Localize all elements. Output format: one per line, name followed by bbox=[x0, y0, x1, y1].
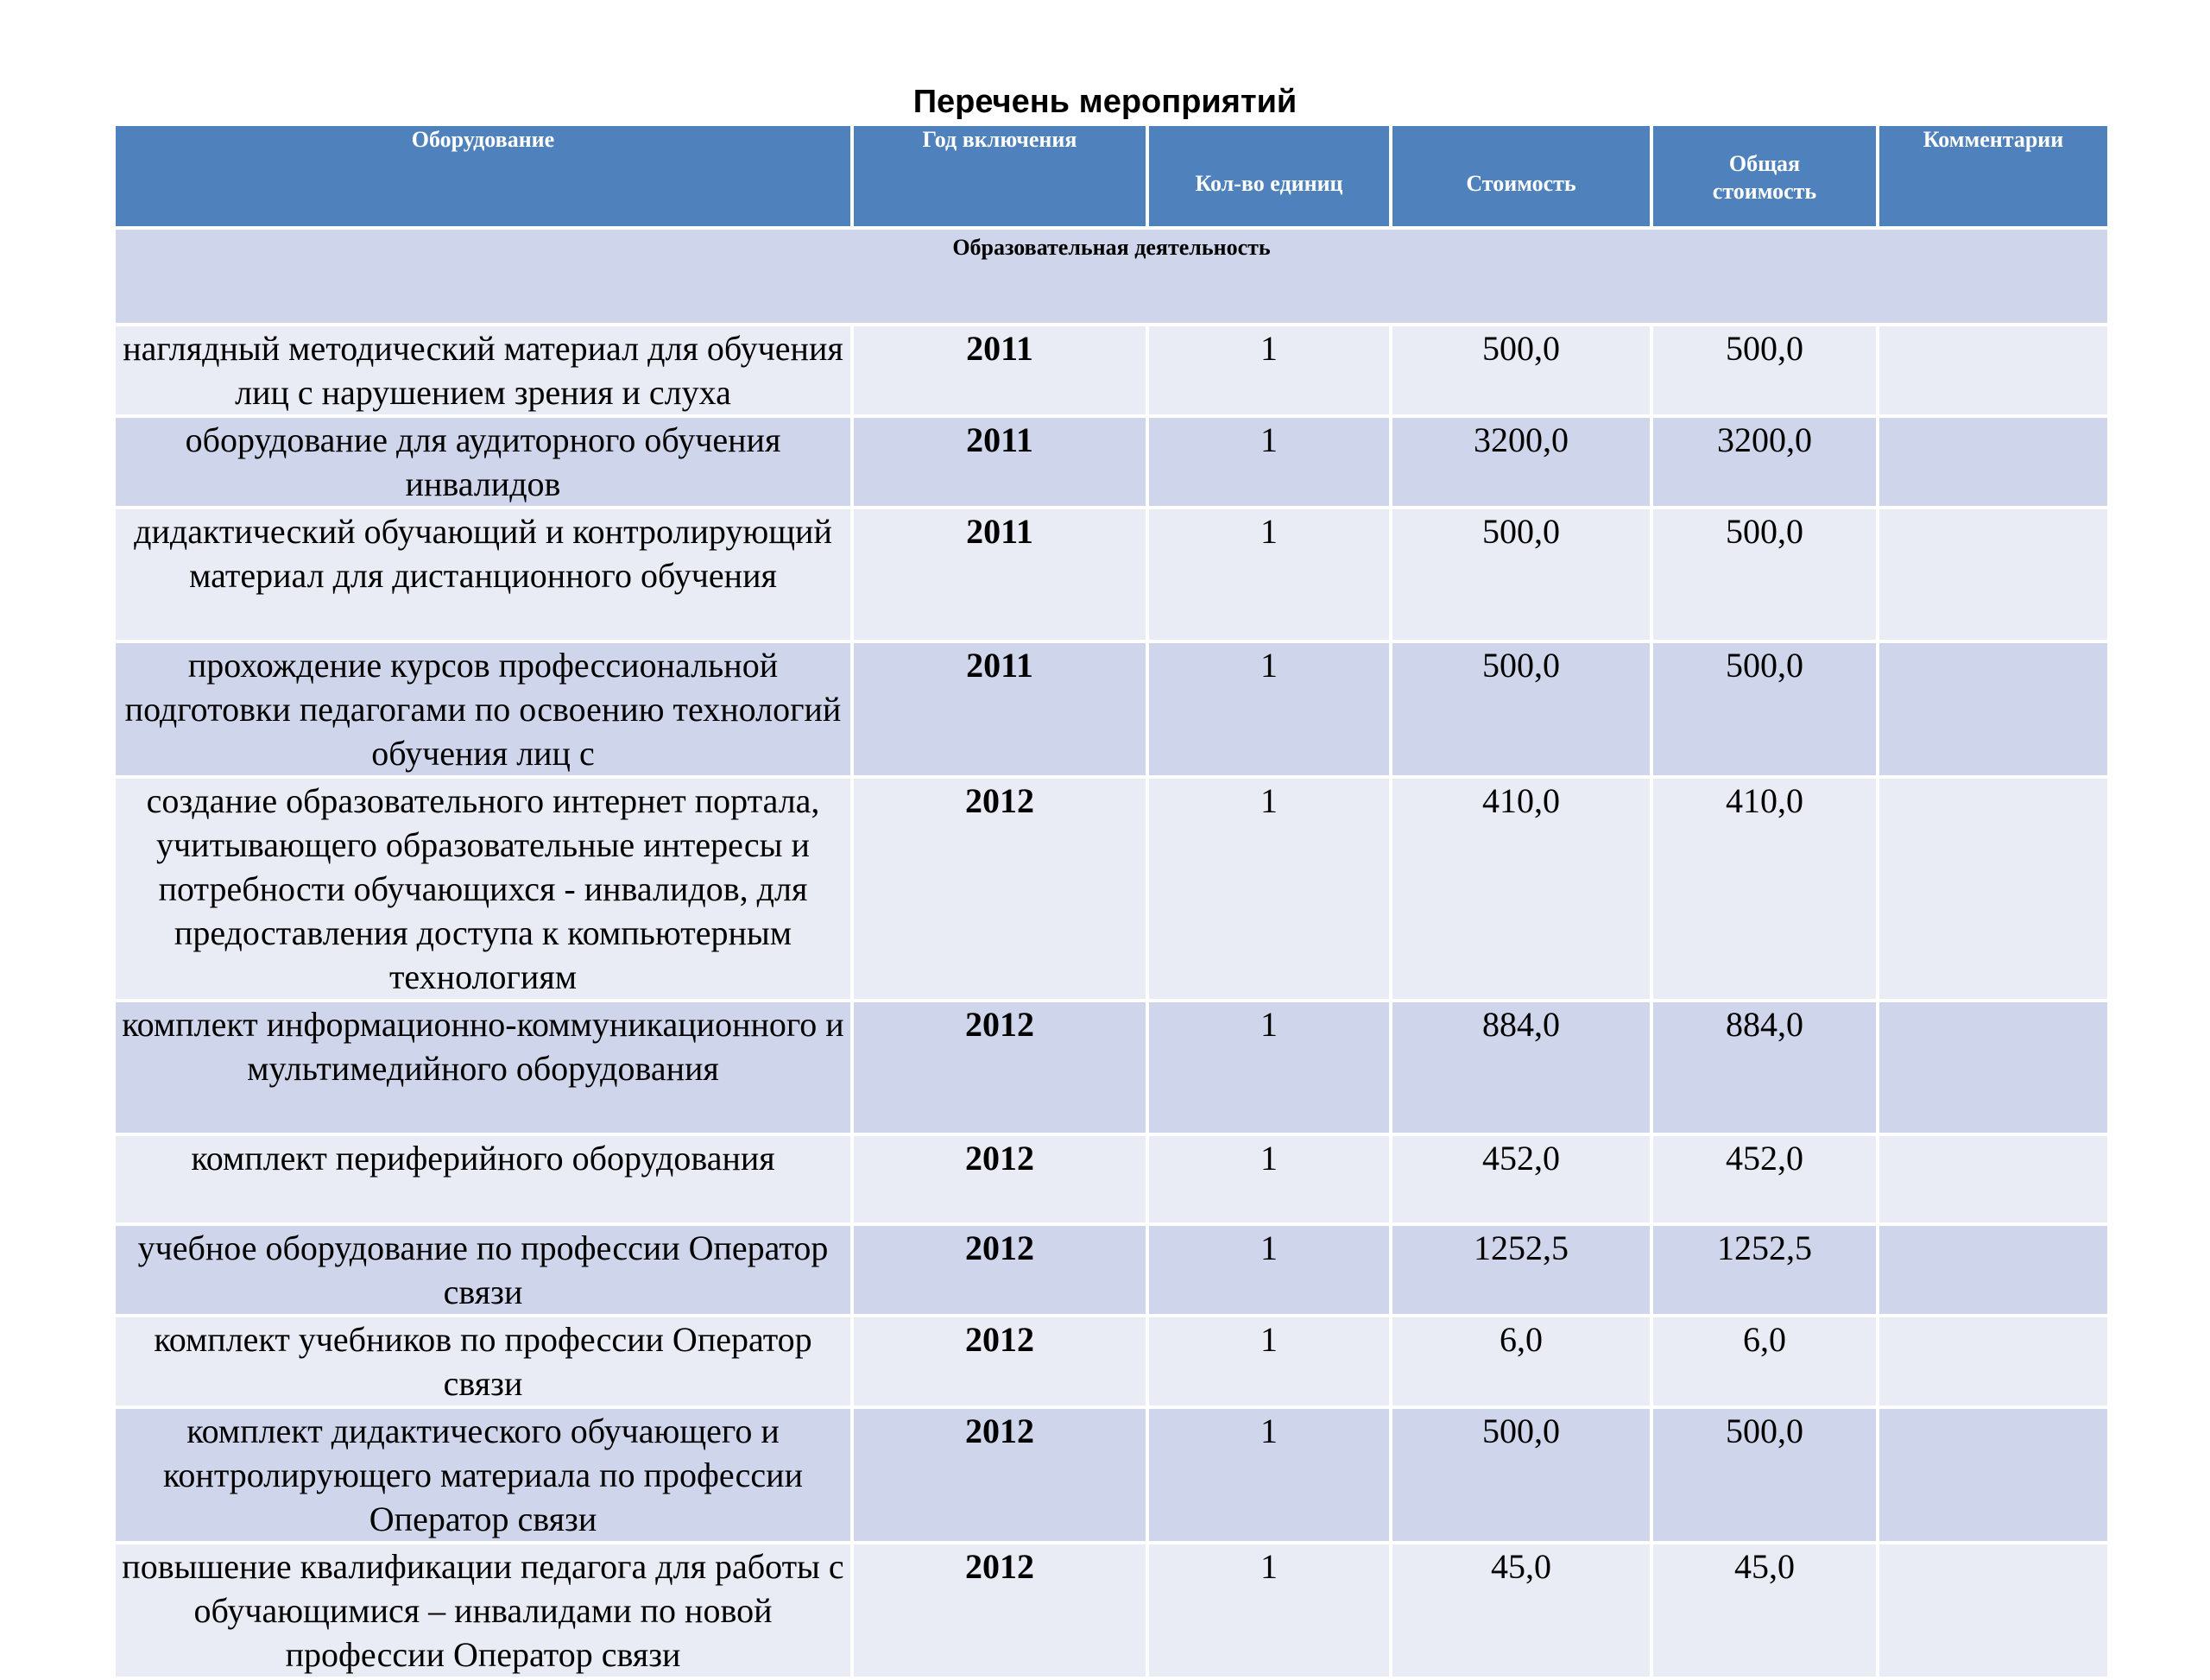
cell-comment bbox=[1878, 416, 2109, 508]
header-total-label: Общая стоимость bbox=[1712, 151, 1817, 204]
cell-comment bbox=[1878, 1134, 2109, 1224]
cell-units: 1 bbox=[1147, 1316, 1391, 1407]
cell-cost: 410,0 bbox=[1391, 777, 1651, 1001]
cell-cost: 500,0 bbox=[1391, 641, 1651, 777]
table-row bbox=[114, 641, 2109, 777]
cell-equipment: дидактический обучающий и контролирующий материал для дистанционного обучения bbox=[114, 508, 852, 641]
cell-year: 2012 bbox=[852, 1001, 1147, 1134]
cell-year: 2011 bbox=[852, 325, 1147, 416]
cell-total: 452,0 bbox=[1651, 1134, 1878, 1224]
table-header-row bbox=[114, 124, 2109, 228]
cell-total: 410,0 bbox=[1651, 777, 1878, 1001]
cell-equipment: повышение квалификации педагога для работы с обучающимися – инвалидами по новой профессии Оператор связи bbox=[114, 1543, 852, 1678]
cell-equipment: наглядный методический материал для обучения лиц с нарушением зрения и слуха bbox=[114, 325, 852, 416]
cell-cost: 45,0 bbox=[1391, 1543, 1651, 1678]
table-row bbox=[114, 325, 2109, 416]
cell-units: 1 bbox=[1147, 641, 1391, 777]
cell-equipment: комплект периферийного оборудования bbox=[114, 1134, 852, 1224]
header-comments: Комментарии bbox=[1878, 124, 2109, 228]
cell-comment bbox=[1878, 1543, 2109, 1678]
cell-cost: 6,0 bbox=[1391, 1316, 1651, 1407]
cell-comment bbox=[1878, 1407, 2109, 1543]
cell-units: 1 bbox=[1147, 1134, 1391, 1224]
cell-total: 500,0 bbox=[1651, 508, 1878, 641]
cell-total: 1252,5 bbox=[1651, 1224, 1878, 1316]
cell-units: 1 bbox=[1147, 325, 1391, 416]
cell-units: 1 bbox=[1147, 1224, 1391, 1316]
cell-year: 2012 bbox=[852, 1224, 1147, 1316]
table-row bbox=[114, 1543, 2109, 1678]
table-row bbox=[114, 777, 2109, 1001]
table-row bbox=[114, 1407, 2109, 1543]
section-row bbox=[114, 228, 2109, 325]
table-row bbox=[114, 508, 2109, 641]
cell-comment bbox=[1878, 1224, 2109, 1316]
cell-year: 2011 bbox=[852, 416, 1147, 508]
cell-units: 1 bbox=[1147, 416, 1391, 508]
cell-units: 1 bbox=[1147, 1543, 1391, 1678]
cell-year: 2012 bbox=[852, 1407, 1147, 1543]
section-title: Образовательная деятельность bbox=[114, 228, 2109, 325]
header-total bbox=[1651, 124, 1878, 228]
cell-year: 2012 bbox=[852, 1316, 1147, 1407]
cell-total: 884,0 bbox=[1651, 1001, 1878, 1134]
cell-comment bbox=[1878, 508, 2109, 641]
cell-equipment: создание образовательного интернет портала, учитывающего образовательные интересы и потребности обучающихся - инвалидов, для предоставления доступа к компьютерным технологиям bbox=[114, 777, 852, 1001]
header-cost: Стоимость bbox=[1391, 124, 1651, 228]
cell-total: 500,0 bbox=[1651, 641, 1878, 777]
table-row bbox=[114, 416, 2109, 508]
cell-comment bbox=[1878, 1316, 2109, 1407]
cell-comment bbox=[1878, 1001, 2109, 1134]
cell-equipment: комплект учебников по профессии Оператор связи bbox=[114, 1316, 852, 1407]
cell-units: 1 bbox=[1147, 508, 1391, 641]
cell-comment bbox=[1878, 777, 2109, 1001]
cell-total: 6,0 bbox=[1651, 1316, 1878, 1407]
page-title: Перечень мероприятий bbox=[912, 84, 1298, 120]
cell-cost: 3200,0 bbox=[1391, 416, 1651, 508]
cell-comment bbox=[1878, 325, 2109, 416]
cell-cost: 1252,5 bbox=[1391, 1224, 1651, 1316]
cell-cost: 452,0 bbox=[1391, 1134, 1651, 1224]
cell-equipment: учебное оборудование по профессии Оператор связи bbox=[114, 1224, 852, 1316]
measures-table bbox=[112, 123, 2111, 1680]
table-row bbox=[114, 1224, 2109, 1316]
cell-year: 2012 bbox=[852, 1134, 1147, 1224]
cell-total: 3200,0 bbox=[1651, 416, 1878, 508]
cell-cost: 500,0 bbox=[1391, 1407, 1651, 1543]
cell-year: 2011 bbox=[852, 508, 1147, 641]
cell-units: 1 bbox=[1147, 777, 1391, 1001]
table-row bbox=[114, 1134, 2109, 1224]
cell-cost: 884,0 bbox=[1391, 1001, 1651, 1134]
cell-year: 2012 bbox=[852, 1543, 1147, 1678]
cell-units: 1 bbox=[1147, 1001, 1391, 1134]
cell-year: 2012 bbox=[852, 777, 1147, 1001]
cell-comment bbox=[1878, 641, 2109, 777]
header-units: Кол-во единиц bbox=[1147, 124, 1391, 228]
cell-year: 2011 bbox=[852, 641, 1147, 777]
cell-equipment: комплект дидактического обучающего и контролирующего материала по профессии Оператор связи bbox=[114, 1407, 852, 1543]
header-equipment: Оборудование bbox=[114, 124, 852, 228]
cell-units: 1 bbox=[1147, 1407, 1391, 1543]
cell-equipment: комплект информационно-коммуникационного и мультимедийного оборудования bbox=[114, 1001, 852, 1134]
cell-equipment: оборудование для аудиторного обучения инвалидов bbox=[114, 416, 852, 508]
cell-cost: 500,0 bbox=[1391, 508, 1651, 641]
header-year: Год включения bbox=[852, 124, 1147, 228]
table-row bbox=[114, 1001, 2109, 1134]
cell-equipment: прохождение курсов профессиональной подготовки педагогами по освоению технологий обучения лиц с bbox=[114, 641, 852, 777]
cell-total: 500,0 bbox=[1651, 1407, 1878, 1543]
cell-total: 500,0 bbox=[1651, 325, 1878, 416]
cell-cost: 500,0 bbox=[1391, 325, 1651, 416]
table-row bbox=[114, 1316, 2109, 1407]
cell-total: 45,0 bbox=[1651, 1543, 1878, 1678]
